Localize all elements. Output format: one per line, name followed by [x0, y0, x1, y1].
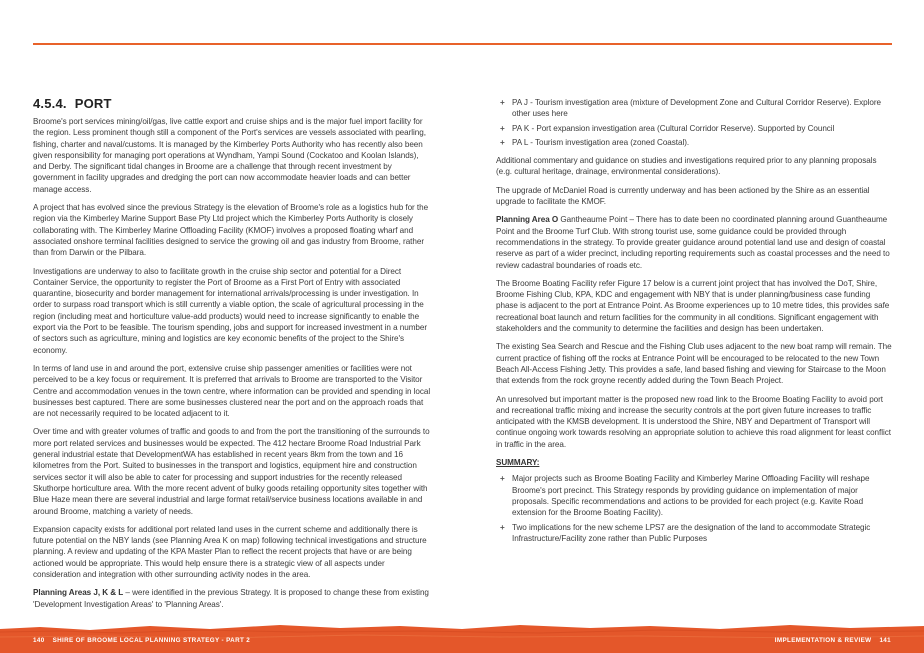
footer-right-title: IMPLEMENTATION & REVIEW: [774, 637, 872, 644]
page-number-right: 141: [879, 637, 891, 644]
footer-left: [33, 637, 250, 644]
list-item-text: Two implications for the new scheme LPS7 are the designation of the land to accommodate Strategic Infrastructure/Facility zone rather than Public Purposes: [512, 522, 871, 543]
summary-list: [496, 473, 894, 544]
plus-bullet-icon: +: [500, 522, 505, 532]
header-rule: [33, 43, 892, 45]
paragraph-additional-commentary: Additional commentary and guidance on studies and investigations required prior to any planning proposals (e.g. cultural heritage, drainage, environmental considerations).: [496, 156, 877, 177]
list-item: [496, 522, 894, 545]
section-heading: [33, 96, 431, 112]
plus-bullet-icon: +: [500, 123, 505, 133]
footer-left-title: SHIRE OF BROOME LOCAL PLANNING STRATEGY - PART 2: [52, 637, 251, 644]
summary-heading: SUMMARY:: [496, 458, 540, 468]
list-item: [496, 123, 894, 134]
paragraph-expansion-capacity: Expansion capacity exists for additional port related land uses in the current scheme and additionally there is future potential on the NBY lands (see Planning Area K on map) following technical investigations and structure planning. A review and updating of the KPA Master Plan to reflect the recent projects that have or are being actioned would be appropriate. This would help ensure there is a strategic view of all aspects under consideration and integration with other surrounding activity nodes in the area.: [33, 524, 427, 579]
planning-area-o-text: Gantheaume Point – There has to date been no coordinated planning around Guantheaume Point and the Broome Turf Club. With strong tourist use, some guidance could be provided through recommendations in the strategy. To provide greater guidance around potential land use and design of coastal reserve as part of a wider precinct, including reporting requirements such as coastal processes and the need to review cadastral boundaries of roads etc.: [496, 215, 890, 270]
plus-bullet-icon: +: [500, 137, 505, 147]
section-title: PORT: [74, 96, 112, 111]
paragraph-traffic-growth: Over time and with greater volumes of traffic and goods to and from the port the transitioning of the surrounds to more port related services and businesses would be expected. The 412 hectare Broome Road Industrial Park general industrial estate that DevelopmentWA has established in recent years 8km from the town and 16 kilometres from the Port. Suited to businesses in the transport and logistics, equipment hire and construction services sector it will also be able to cater for processing and support industries for the recently released Skuthorpe horticulture area. With the more recent advent of bulky goods retailing opportunity sites together with Blue Haze mean there are several industrial and large format retail/service business locations available in and around Broome, matching a variety of needs.: [33, 427, 430, 516]
paragraph-mcdaniel-road: The upgrade of McDaniel Road is currently underway and has been actioned by the Shire as an essential upgrade to facilitate the KMOF.: [496, 185, 870, 207]
list-item-text: Major projects such as Broome Boating Facility and Kimberley Marine Offloading Facility will reshape Broome's port precinct. This Strategy responds by providing guidance on implementation of major proposals. Specific recommendations and actions to be provided for each project (e.g. Kavite Road extension for the Broome Boating Facility).: [512, 474, 870, 518]
page-number-left: 140: [33, 637, 45, 644]
list-item: [496, 473, 894, 518]
paragraph-boating-facility: The Broome Boating Facility refer Figure 17 below is a current joint project that has involved the DoT, Shire, Broome Fishing Club, KPA, KDC and engagement with NBY that is under planning/business case funding phase is adjacent to the port at Entrance Point. As Broome experiences up to 10 metre tides, this provides safe recreational boat launch and return facilities for the community in all conditions. Significant engagement with stakeholders and the community to determine the facilities and design has been undertaken.: [496, 278, 890, 334]
list-item-text: PA K - Port expansion investigation area (Cultural Corridor Reserve). Supported by Council: [512, 123, 835, 133]
list-item: [496, 97, 894, 120]
planning-area-list: [496, 97, 894, 148]
right-column: [496, 97, 894, 551]
paragraph-investigations: Investigations are underway to also to facilitate growth in the cruise ship sector and potential for a Direct Container Service, the opportunity to register the Port of Broome as a First Port of Entry with associated quarantine, biosecurity and border management for international arrivals/processing is under investigation. In order to surpass road transport which is still currently a viable option, the scale of agricultural processing in the region (including meat and horticulture value-add products) would need to increase significantly to enable the export via the Port to be feasible. The tourism spending, jobs and support for increased investment in a number of sectors such as agriculture, mining and logistics are key economic benefits of the project to the Shire's economy.: [33, 266, 428, 355]
section-number: 4.5.4.: [33, 96, 67, 111]
left-column: [33, 96, 431, 617]
paragraph-land-use: In terms of land use in and around the port, extensive cruise ship passenger amenities or facilities were not perceived to be a key focus or requirement. It is preferred that arrivals to Broome are transported to the Visitor Centre and accommodation venues in the town centre, where information can be provided and spending in local businesses best captured. There are some businesses clustered near the port and on the approach roads that are not necessarily required to be located adjacent to it.: [33, 363, 431, 419]
planning-area-o-lead: Planning Area O: [496, 215, 559, 225]
list-item-text: PA J - Tourism investigation area (mixture of Development Zone and Cultural Corridor Reserve). Explore other uses here: [512, 98, 881, 119]
paragraph-planning-areas-jkl: [33, 587, 431, 610]
list-item: [496, 137, 894, 148]
paragraph-logistics-hub: A project that has evolved since the previous Strategy is the elevation of Broome's role as a logistics hub for the region via the Kimberley Marine Support Base Pty Ltd project which the Kimberley Ports Authority is closely collaborating with. The Kimberley Marine Offloading Facility (KMOF) involves a proposed floating wharf and associated onshore terminal facilities designed to service the growing oil and gas industry from Broome, rather than from Darwin or the Pilbara.: [33, 203, 429, 258]
list-item-text: PA L - Tourism investigation area (zoned Coastal).: [512, 137, 690, 147]
paragraph-sea-search-rescue: The existing Sea Search and Rescue and the Fishing Club uses adjacent to the new boat ramp will remain. The current practice of fishing off the rocks at Entrance Point will be encouraged to be relocated to the new Town Beach All-Access Fishing Jetty. This provides a safe, land based fishing and viewing for Staircase to the Moon that extends from the rock groyne recently added during the Town Beach Project.: [496, 342, 892, 386]
paragraph-port-services: Broome's port services mining/oil/gas, live cattle export and cruise ships and is the major fuel import facility for the region. Less prominent though still a component of the Port's services are vessels associated with pearling, fishing, charter and naval/customs. It is managed by the Kimberley Ports Authority who has recently also been given responsibility for managing port operations at Wyndham, Yampi Sound (Cockatoo and Koolan Islands), and Derby. The significant tidal changes in Broome are a challenge that through recent investment by government in facility upgrades and dredging the port can now accommodate heavier loads and can better manage access.: [33, 117, 426, 194]
paragraph-road-link: An unresolved but important matter is the proposed new road link to the Broome Boating Facility to avoid port and recreational traffic mixing and increase the security controls at the port given future increases to traffic anticipated with the KMSB development. It is understood the Shire, NBY and Department of Transport will continue ongoing work towards resolving an appropriate solution to achieve this road alignment for least conflict in traffic in the area.: [496, 394, 891, 449]
footer-right: [775, 637, 891, 644]
paragraph-planning-area-o: [496, 214, 894, 270]
planning-areas-jkl-text: – were identified in the previous Strategy. It is proposed to change these from existing 'Development Investigation Areas' to 'Planning Areas'.: [33, 588, 429, 609]
planning-areas-jkl-lead: Planning Areas J, K & L: [33, 588, 124, 598]
plus-bullet-icon: +: [500, 98, 505, 107]
plus-bullet-icon: +: [500, 474, 505, 484]
